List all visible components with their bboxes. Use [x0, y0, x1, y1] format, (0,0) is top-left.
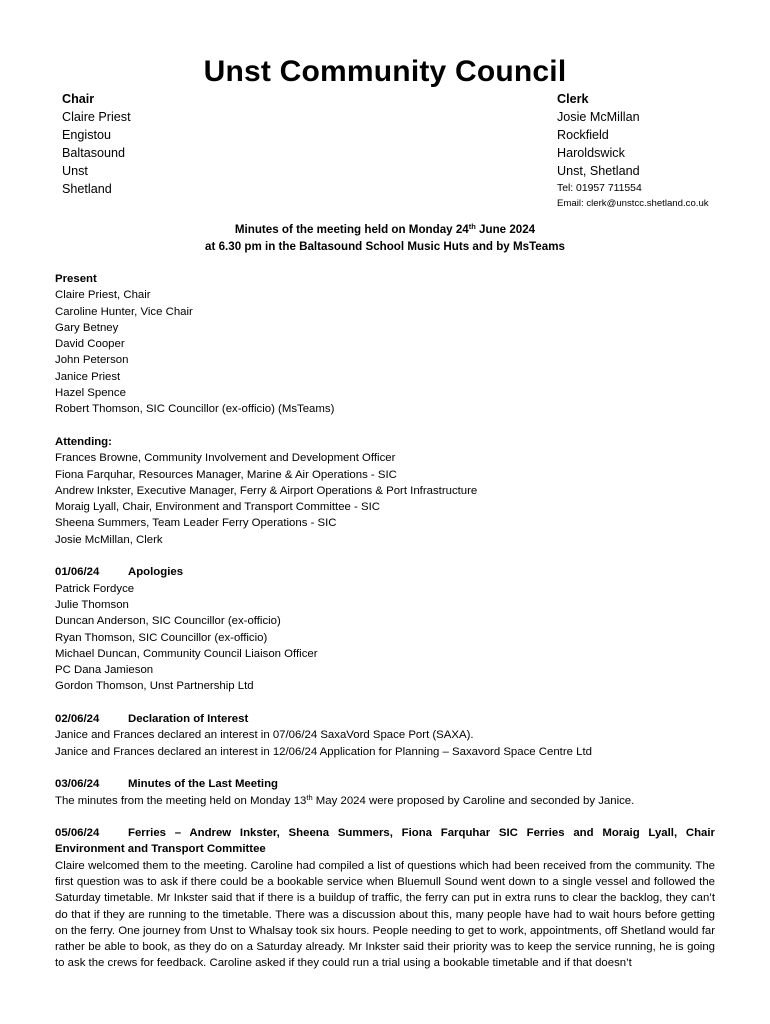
list-item: Patrick Fordyce: [55, 582, 135, 595]
interest-section: [55, 711, 715, 760]
meeting-date-line: Minutes of the meeting held on Monday 24th June 2024: [234, 222, 536, 236]
list-item: Duncan Anderson, SIC Councillor (ex-officio): [55, 615, 281, 628]
clerk-address-line: Josie McMillan: [557, 109, 640, 124]
list-item: Gary Betney: [55, 321, 119, 334]
list-item: John Peterson: [55, 354, 129, 367]
chair-address-line: Baltasound: [62, 145, 126, 160]
chair-address-block: [62, 91, 131, 198]
list-item: Claire Priest, Chair: [55, 289, 151, 302]
interest-line: Janice and Frances declared an interest in 12/06/24 Application for Planning – Saxavord Space Centre Ltd: [55, 745, 592, 758]
clerk-address-line: Haroldswick: [557, 145, 625, 160]
item-number: 05/06/24: [55, 827, 100, 840]
apologies-heading: 01/06/24 Apologies: [55, 564, 715, 580]
attending-heading: Attending:: [55, 435, 112, 448]
chair-heading: Chair: [62, 92, 95, 106]
meeting-details: [0, 221, 770, 255]
list-item: Fiona Farquhar, Resources Manager, Marine & Air Operations - SIC: [55, 468, 397, 481]
chair-address-line: Engistou: [62, 127, 112, 142]
chair-address-line: Shetland: [62, 181, 112, 196]
list-item: Frances Browne, Community Involvement and Development Officer: [55, 452, 396, 465]
clerk-address-line: Unst, Shetland: [557, 163, 640, 178]
clerk-heading: Clerk: [557, 92, 589, 106]
item-number: 03/06/24: [55, 778, 100, 791]
apologies-section: [55, 564, 715, 694]
interest-line: Janice and Frances declared an interest in 07/06/24 SaxaVord Space Port (SAXA).: [55, 729, 474, 742]
minutes-text: The minutes from the meeting held on Monday 13th May 2024 were proposed by Caroline and seconded by Janice.: [55, 792, 635, 807]
interest-heading: 02/06/24 Declaration of Interest: [55, 711, 715, 727]
list-item: Michael Duncan, Community Council Liaison Officer: [55, 647, 318, 660]
minutes-body: [55, 271, 715, 988]
list-item: Josie McMillan, Clerk: [55, 533, 163, 546]
list-item: Gordon Thomson, Unst Partnership Ltd: [55, 680, 254, 693]
list-item: Robert Thomson, SIC Councillor (ex-officio) (MsTeams): [55, 403, 335, 416]
list-item: Sheena Summers, Team Leader Ferry Operations - SIC: [55, 517, 337, 530]
list-item: Ryan Thomson, SIC Councillor (ex-officio): [55, 631, 268, 644]
list-item: Caroline Hunter, Vice Chair: [55, 305, 193, 318]
clerk-email: Email: clerk@unstcc.shetland.co.uk: [557, 197, 709, 209]
list-item: PC Dana Jamieson: [55, 664, 154, 677]
present-section: [55, 271, 715, 418]
present-heading: Present: [55, 273, 97, 285]
chair-address-line: Claire Priest: [62, 109, 131, 124]
item-number: 02/06/24: [55, 713, 100, 726]
minutes-heading: 03/06/24 Minutes of the Last Meeting: [55, 776, 715, 792]
list-item: Andrew Inkster, Executive Manager, Ferry & Airport Operations & Port Infrastructure: [55, 484, 478, 497]
list-item: Julie Thomson: [55, 598, 129, 611]
meeting-venue-line: at 6.30 pm in the Baltasound School Music Huts and by MsTeams: [205, 240, 565, 253]
item-number: 01/06/24: [55, 566, 100, 579]
list-item: David Cooper: [55, 338, 125, 351]
ferries-section: [55, 825, 715, 972]
minutes-section: [55, 776, 715, 809]
clerk-telephone: Tel: 01957 711554: [557, 182, 642, 194]
list-item: Moraig Lyall, Chair, Environment and Transport Committee - SIC: [55, 501, 380, 514]
attending-section: [55, 434, 715, 548]
list-item: Janice Priest: [55, 370, 121, 383]
ferries-heading: 05/06/24 Ferries – Andrew Inkster, Sheena Summers, Fiona Farquhar SIC Ferries and Moraig Lyall, Chair Environment and Transport Committee: [55, 827, 715, 856]
ferries-text: Claire welcomed them to the meeting. Caroline had compiled a list of questions which had been received from the community. The first question was to ask if there could be a bookable service when Bluemull Sound went down to a single vessel and followed the Saturday timetable. Mr Inkster said that if there is a buildup of traffic, the ferry can put in extra runs to clear the backlog, they can’t do that if they are running to the timetable. There was a discussion about this, many people have had to wait hours before getting on the ferry. One journey from Unst to Whalsay took six hours. People needing to get to work, appointments, off Shetland would far rather be able to book, as they do on a Saturday already. Mr Inkster said their priority was to keep the service running, he is going to ask the crews for feedback. Caroline asked if they could run a trial using a bookable timetable and if that doesn’t: [55, 859, 715, 970]
council-title: Unst Community Council: [203, 55, 567, 88]
clerk-address-block: [557, 91, 709, 212]
clerk-address-line: Rockfield: [557, 127, 609, 142]
list-item: Hazel Spence: [55, 387, 126, 400]
chair-address-line: Unst: [62, 163, 88, 178]
